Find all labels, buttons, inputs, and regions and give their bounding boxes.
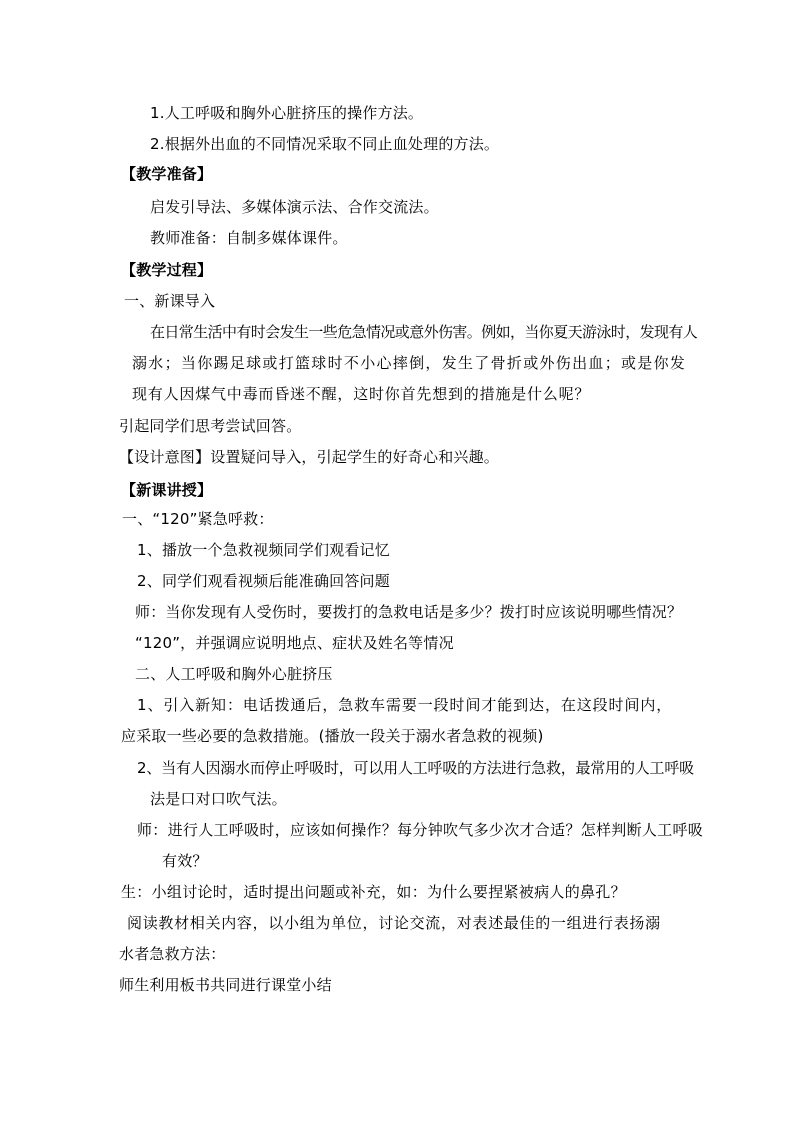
s2-reading-line-2: 水者急救方法：: [119, 945, 226, 963]
key-point-1: 1.人工呼吸和胸外心脏挤压的操作方法。: [150, 104, 424, 122]
section-heading-prep: 【教学准备】: [121, 165, 213, 183]
s2-item2-line-2: 法是口对口吹气法。: [150, 790, 287, 808]
s2-student: 生：小组讨论时，适时提出问题或补充，如：为什么要捏紧被病人的鼻孔？: [121, 883, 626, 901]
s1-item-2: 2、同学们观看视频后能准确回答问题: [137, 572, 390, 590]
s2-teacher-line-1: 师：进行人工呼吸时，应该如何操作？每分钟吹气多少次才合适？怎样判断人工呼吸: [137, 821, 704, 839]
intro-line-3: 现有人因煤气中毒而昏迷不醒，这时你首先想到的措施是什么呢？: [132, 385, 591, 403]
intro-followup: 引起同学们思考尝试回答。: [119, 417, 302, 435]
s1-title: 一、“120”紧急呼救：: [122, 510, 274, 528]
s2-item1-line-1: 1、引入新知：电话拨通后，急救车需要一段时间才能到达，在这段时间内，: [137, 696, 673, 714]
intro-title: 一、新课导入: [124, 292, 216, 310]
s2-teacher-line-2: 有效？: [162, 852, 208, 870]
section-heading-new-lesson: 【新课讲授】: [121, 481, 213, 499]
section-heading-process: 【教学过程】: [121, 261, 213, 279]
intro-line-2: 溺水；当你踢足球或打篮球时不小心摔倒，发生了骨折或外伤出血；或是你发: [132, 354, 687, 372]
s1-teacher-question: 师：当你发现有人受伤时，要拨打的急救电话是多少？拨打时应该说明哪些情况？: [135, 603, 683, 621]
lesson-summary: 师生利用板书共同进行课堂小结: [119, 976, 332, 994]
s1-item-1: 1、播放一个急救视频同学们观看记忆: [137, 541, 390, 559]
s1-answer: “120”，并强调应说明地点、症状及姓名等情况: [135, 634, 454, 652]
prep-methods: 启发引导法、多媒体演示法、合作交流法。: [150, 198, 439, 216]
intro-line-1: 在日常生活中有时会发生一些危急情况或意外伤害。例如，当你夏天游泳时，发现有人: [150, 323, 698, 341]
key-point-2: 2.根据外出血的不同情况采取不同止血处理的方法。: [150, 135, 500, 153]
s2-title: 二、人工呼吸和胸外心脏挤压: [135, 665, 333, 683]
design-intent: 【设计意图】设置疑问导入，引起学生的好奇心和兴趣。: [119, 448, 500, 466]
prep-teacher: 教师准备：自制多媒体课件。: [150, 229, 348, 247]
s2-item2-line-1: 2、当有人因溺水而停止呼吸时，可以用人工呼吸的方法进行急救，最常用的人工呼吸: [137, 759, 694, 777]
s2-reading-line-1: 阅读教材相关内容，以小组为单位，讨论交流，对表述最佳的一组进行表扬溺: [127, 914, 661, 932]
s2-item1-line-2: 应采取一些必要的急救措施。(播放一段关于溺水者急救的视频): [121, 727, 544, 745]
